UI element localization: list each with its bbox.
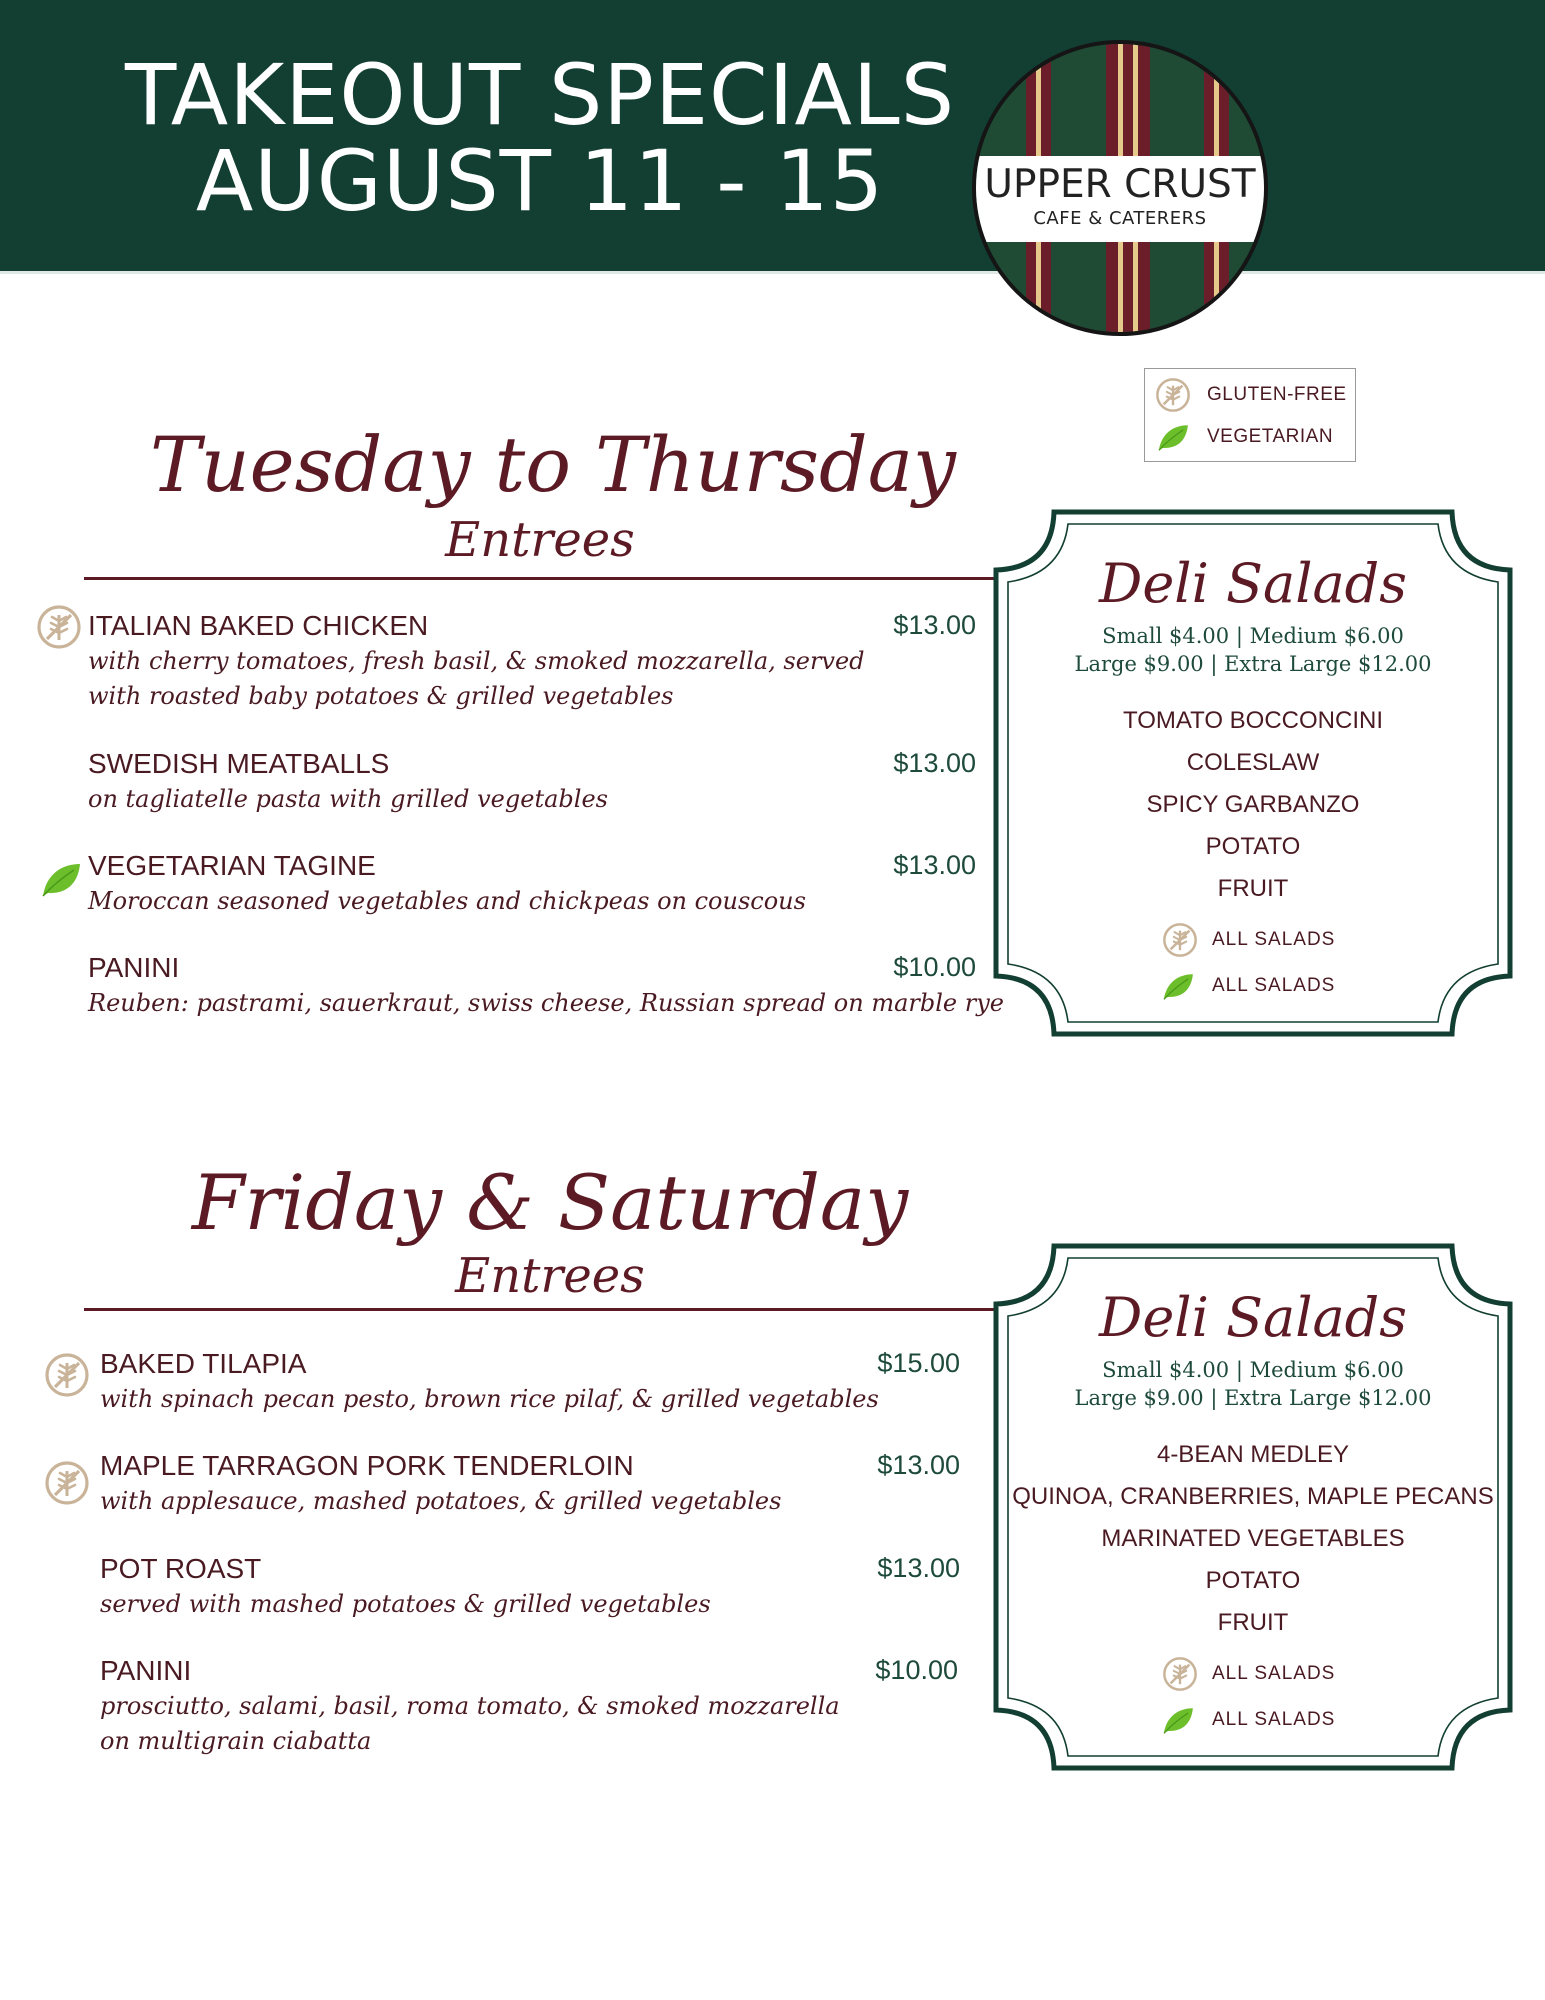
dietary-legend [1144,368,1356,462]
item-price: $15.00 [877,1348,960,1378]
menu-item-baked-tilapia [100,1348,970,1428]
salad-sizes-line1: Small $4.00 | Medium $6.00 [1102,1358,1404,1382]
item-name: SWEDISH MEATBALLS [88,748,390,779]
item-price: $13.00 [893,748,976,778]
menu-item-pot-roast [100,1553,970,1633]
menu-item-panini [88,952,1004,1032]
salad-list [992,700,1514,910]
salad-note-vegetarian [1158,1702,1335,1738]
item-name: PANINI [88,952,180,983]
item-price: $13.00 [877,1450,960,1480]
salad-item: QUINOA, CRANBERRIES, MAPLE PECANS [1012,1483,1494,1510]
section1-subtitle: Entrees [445,512,635,568]
salad-sizes-line1: Small $4.00 | Medium $6.00 [1102,624,1404,648]
salad-sizes [992,622,1514,678]
salad-note-vegetarian [1158,968,1335,1004]
gluten-free-icon [36,604,82,650]
section2-title: Friday & Saturday [191,1158,909,1247]
salad-sizes-line2: Large $9.00 | Extra Large $12.00 [1074,1386,1432,1410]
vegetarian-icon [1158,968,1198,1004]
item-name: MAPLE TARRAGON PORK TENDERLOIN [100,1450,634,1481]
item-price: $10.00 [875,1655,958,1685]
vegetarian-icon [1155,419,1191,455]
item-name: VEGETARIAN TAGINE [88,850,376,881]
vegetarian-icon [1158,1702,1198,1738]
salad-note-label: ALL SALADS [1212,975,1336,996]
salad-sizes [992,1356,1514,1412]
salad-note-label: ALL SALADS [1212,1709,1336,1730]
gluten-free-icon [1155,377,1191,413]
legend-vegetarian [1155,419,1333,455]
section1-title: Tuesday to Thursday [150,420,956,509]
salad-box-title: Deli Salads [1099,1286,1407,1349]
section1-rule [84,577,994,580]
upper-crust-logo [972,40,1268,336]
salad-sizes-line2: Large $9.00 | Extra Large $12.00 [1074,652,1432,676]
item-price: $10.00 [893,952,976,982]
item-description: on tagliatelle pasta with grilled vegetables [88,785,608,813]
item-description: served with mashed potatoes & grilled vegetables [100,1590,711,1618]
gluten-free-icon [44,1460,90,1506]
gluten-free-icon [1162,1656,1198,1692]
logo-plate [972,156,1268,242]
salad-item: SPICY GARBANZO [1146,791,1360,818]
item-price: $13.00 [893,610,976,640]
menu-item-swedish-meatballs [88,748,978,828]
section2-rule [84,1308,994,1311]
item-price: $13.00 [877,1553,960,1583]
logo-subtitle: CAFE & CATERERS [1033,208,1207,229]
menu-item-maple-tarragon-pork-tenderloin [100,1450,970,1530]
deli-salads-box [992,1242,1514,1772]
item-price: $13.00 [893,850,976,880]
vegetarian-icon [38,856,84,902]
salad-item: COLESLAW [1186,749,1320,776]
item-name: ITALIAN BAKED CHICKEN [88,610,429,641]
item-description: Moroccan seasoned vegetables and chickpeas on couscous [88,887,806,915]
header-divider [0,271,1545,274]
item-description: with cherry tomatoes, fresh basil, & smoked mozzarella, served with roasted baby potatoes & grilled vegetables [88,647,865,710]
legend-vegetarian-label: VEGETARIAN [1207,426,1334,447]
item-name: POT ROAST [100,1553,262,1584]
item-description: prosciutto, salami, basil, roma tomato, & smoked mozzarella on multigrain ciabatta [100,1692,840,1755]
salad-item: TOMATO BOCCONCINI [1122,707,1383,734]
salad-note-label: ALL SALADS [1212,929,1336,950]
page-title [100,46,980,230]
menu-item-vegetarian-tagine [88,850,978,930]
item-description: with applesauce, mashed potatoes, & grilled vegetables [100,1487,782,1515]
salad-list [992,1434,1514,1644]
salad-item: POTATO [1205,833,1301,860]
legend-gluten-free-label: GLUTEN-FREE [1207,384,1347,405]
salad-item: FRUIT [1217,875,1289,902]
gluten-free-icon [44,1352,90,1398]
salad-box-title: Deli Salads [1099,552,1407,615]
item-name: PANINI [100,1655,192,1686]
gluten-free-icon [1162,922,1198,958]
legend-gluten-free [1155,377,1347,413]
deli-salads-box [992,508,1514,1038]
logo-name: UPPER CRUST [984,162,1256,207]
item-description: with spinach pecan pesto, brown rice pilaf, & grilled vegetables [100,1385,879,1413]
section2-subtitle: Entrees [455,1248,645,1304]
salad-note-gluten-free [1162,1656,1335,1692]
salad-item: MARINATED VEGETABLES [1101,1525,1405,1552]
item-name: BAKED TILAPIA [100,1348,307,1379]
page-title-line2: AUGUST 11 - 15 [195,132,885,230]
salad-item: POTATO [1205,1567,1301,1594]
salad-item: FRUIT [1217,1609,1289,1636]
menu-item-italian-baked-chicken [88,610,978,720]
salad-note-label: ALL SALADS [1212,1663,1336,1684]
item-description: Reuben: pastrami, sauerkraut, swiss cheese, Russian spread on marble rye [88,989,1004,1017]
menu-item-panini [100,1655,970,1765]
page-title-line1: TAKEOUT SPECIALS [124,46,956,144]
salad-item: 4-BEAN MEDLEY [1156,1441,1350,1468]
salad-note-gluten-free [1162,922,1335,958]
